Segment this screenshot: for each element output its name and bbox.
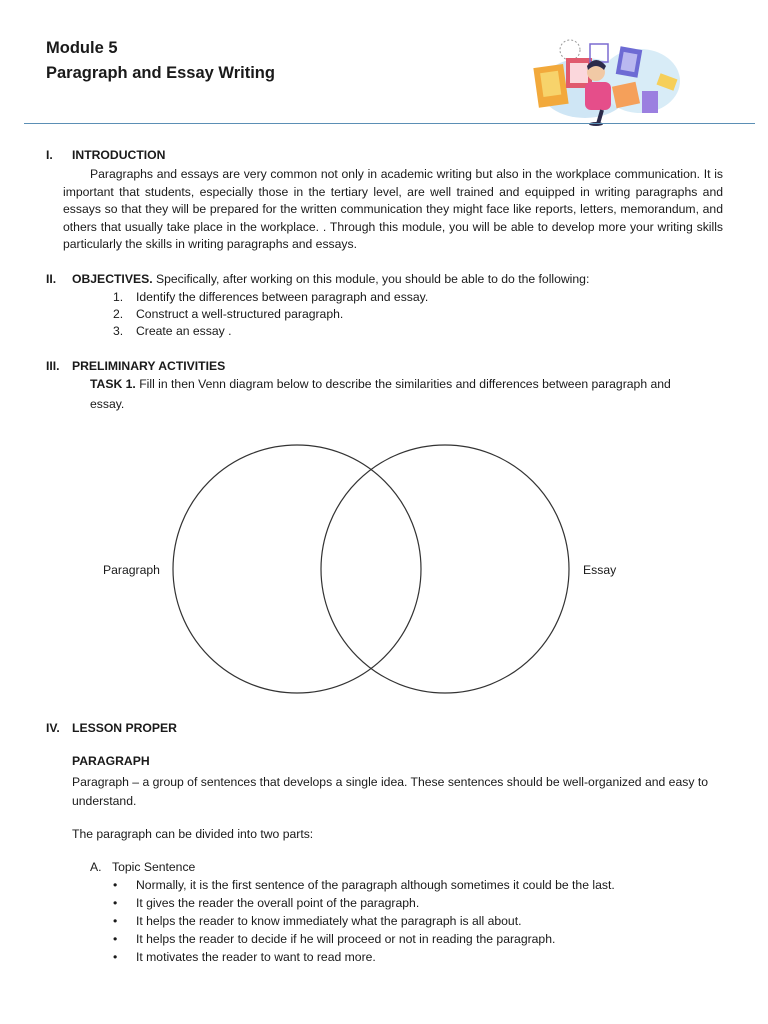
list-item: • It helps the reader to know immediately what the paragraph is all about. [113, 914, 522, 928]
list-item: • It gives the reader the overall point of the paragraph. [113, 896, 420, 910]
module-number: Module 5 [46, 39, 118, 57]
task-1-instructions-cont: essay. [90, 397, 125, 411]
reading-illustration [530, 36, 688, 126]
list-item: • Normally, it is the first sentence of the paragraph although sometimes it could be the last. [113, 878, 615, 892]
venn-label-paragraph: Paragraph [103, 563, 160, 577]
paragraph-parts-intro: The paragraph can be divided into two parts: [72, 827, 314, 841]
objective-item: 2. Construct a well-structured paragraph. [113, 307, 344, 321]
section-heading-introduction: I. INTRODUCTION [46, 148, 166, 162]
list-item: • It helps the reader to decide if he will proceed or not in reading the paragraph. [113, 932, 556, 946]
list-item: • It motivates the reader to want to read more. [113, 950, 376, 964]
section-heading-preliminary: III. PRELIMINARY ACTIVITIES [46, 359, 226, 373]
venn-label-essay: Essay [583, 563, 617, 577]
objective-item: 3. Create an essay . [113, 324, 232, 338]
section-heading-lesson: IV. LESSON PROPER [46, 721, 177, 735]
paragraph-definition: Paragraph – a group of sentences that develops a single idea. These sentences should be well-organized and easy to [72, 775, 708, 789]
part-a-heading: A. Topic Sentence [90, 860, 196, 874]
introduction-body: Paragraphs and essays are very common not only in academic writing but also in the workplace communication. It is important that students, especially those in the tertiary level, are well trained and equipped in writing paragraphs and essays so that they will be prepared for the written communication they might face like reports, letters, memorandum, and others that usually take place in the workplace. . Through this module, you will be able to develop more your writing skills particularly the skills in writing paragraphs and essays. [63, 167, 723, 251]
venn-circle-essay [321, 445, 569, 693]
task-1-instructions: TASK 1. Fill in then Venn diagram below to describe the similarities and differences between paragraph and [90, 377, 671, 391]
page-title: Paragraph and Essay Writing [46, 64, 275, 82]
section-heading-objectives: II. OBJECTIVES. Specifically, after working on this module, you should be able to do the following: [46, 272, 590, 286]
venn-circle-paragraph [173, 445, 421, 693]
paragraph-definition-cont: understand. [72, 794, 137, 808]
header-divider [24, 123, 755, 124]
objective-item: 1. Identify the differences between paragraph and essay. [113, 290, 429, 304]
paragraph-subheading: PARAGRAPH [72, 754, 150, 768]
